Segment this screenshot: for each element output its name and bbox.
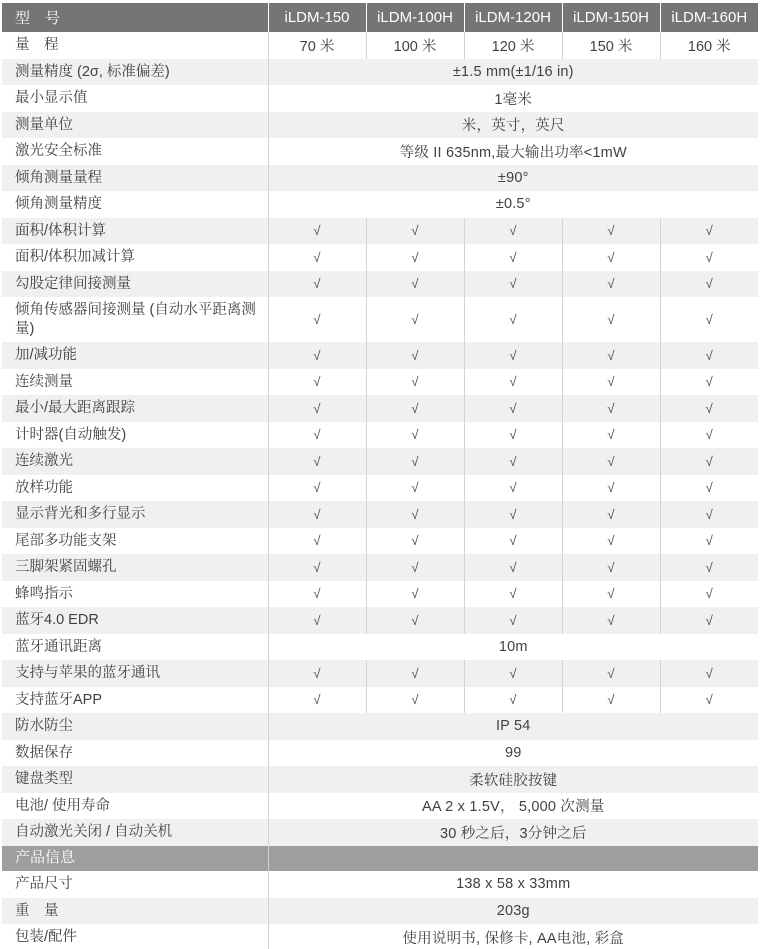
row-label: 倾角测量量程 [2,165,268,192]
spanned-value-cell: 柔软硅胶按键 [268,766,758,793]
spanned-value-cell: ±0.5° [268,191,758,218]
row-label: 蓝牙通讯距离 [15,638,102,655]
checkmark-icon: √ [562,528,660,555]
checkmark-icon: √ [366,501,464,528]
value-cell: 160 米 [660,32,758,59]
checkmark-icon: √ [268,244,366,271]
checkmark-icon: √ [268,475,366,502]
spec-table [2,3,758,949]
checkmark-icon: √ [562,607,660,634]
checkmark-icon: √ [562,218,660,245]
row-label: 产品信息 [2,846,268,872]
checkmark-icon: √ [268,395,366,422]
checkmark-icon: √ [366,395,464,422]
table-row [2,528,758,555]
table-row [2,871,758,898]
checkmark-icon: √ [366,218,464,245]
table-row [2,32,758,59]
row-label: 键盘类型 [2,766,268,793]
row-label: 数据保存 [15,744,73,761]
checkmark-icon: √ [464,660,562,687]
table-row [2,271,758,298]
checkmark-icon: √ [562,687,660,714]
checkmark-icon: √ [366,422,464,449]
checkmark-icon: √ [464,448,562,475]
checkmark-icon: √ [366,687,464,714]
checkmark-icon: √ [660,687,758,714]
model-column-header: iLDM-150 [268,3,366,32]
checkmark-icon: √ [660,554,758,581]
checkmark-icon: √ [562,395,660,422]
checkmark-icon: √ [464,218,562,245]
table-row [2,422,758,449]
checkmark-icon: √ [268,687,366,714]
checkmark-icon: √ [268,554,366,581]
checkmark-icon: √ [562,297,660,342]
row-label: 包装/配件 [15,929,78,946]
checkmark-icon: √ [660,528,758,555]
checkmark-icon: √ [464,554,562,581]
checkmark-icon: √ [268,607,366,634]
model-column-header: iLDM-150H [562,3,660,32]
table-row [2,554,758,581]
table-row [2,634,758,661]
checkmark-icon: √ [562,501,660,528]
row-label: 连续测量 [15,373,73,390]
checkmark-icon: √ [366,244,464,271]
row-label: 测量精度 (2σ, 标准偏差) [2,59,268,86]
row-label: 连续激光 [2,448,268,475]
checkmark-icon: √ [660,297,758,342]
spanned-value-cell: 使用说明书, 保修卡, AA电池, 彩盒 [268,924,758,949]
row-label: 蓝牙4.0 EDR [2,607,268,634]
table-row [2,297,758,342]
row-label: 产品尺寸 [15,876,73,893]
checkmark-icon: √ [562,475,660,502]
checkmark-icon: √ [660,581,758,608]
spanned-value-cell: ±1.5 mm(±1/16 in) [268,59,758,86]
checkmark-icon: √ [464,475,562,502]
checkmark-icon: √ [464,422,562,449]
value-cell: 120 米 [464,32,562,59]
table-row [2,924,758,949]
row-label: 面积/体积计算 [2,218,268,245]
section-header-row [2,846,758,872]
model-column-header: iLDM-100H [366,3,464,32]
table-row [2,660,758,687]
row-label: 计时器(自动触发) [15,426,127,443]
table-row [2,713,758,740]
spanned-value-cell: 99 [268,740,758,767]
spanned-value-cell: ±90° [268,165,758,192]
checkmark-icon: √ [366,342,464,369]
spanned-value-cell: 203g [268,898,758,925]
row-label: 加/减功能 [2,342,268,369]
checkmark-icon: √ [268,422,366,449]
checkmark-icon: √ [268,271,366,298]
row-label: 倾角测量精度 [15,196,102,213]
checkmark-icon: √ [268,218,366,245]
row-label: 蜂鸣指示 [15,585,73,602]
checkmark-icon: √ [562,422,660,449]
checkmark-icon: √ [562,342,660,369]
table-row [2,138,758,165]
checkmark-icon: √ [366,271,464,298]
table-row [2,687,758,714]
checkmark-icon: √ [464,528,562,555]
row-label: 量 程 [15,37,59,54]
row-label: 电池/ 使用寿命 [15,797,111,814]
table-row [2,501,758,528]
checkmark-icon: √ [464,395,562,422]
checkmark-icon: √ [464,687,562,714]
checkmark-icon: √ [366,528,464,555]
checkmark-icon: √ [366,660,464,687]
row-label: 测量单位 [2,112,268,139]
row-label: 最小显示值 [15,90,88,107]
model-column-header: iLDM-120H [464,3,562,32]
row-label: 自动激光关闭 / 自动关机 [2,819,268,846]
spanned-value-cell: 等级 II 635nm,最大输出功率<1mW [268,138,758,165]
checkmark-icon: √ [660,271,758,298]
row-label: 尾部多功能支架 [15,532,117,549]
table-row [2,369,758,396]
spanned-value-cell: 138 x 58 x 33mm [268,871,758,898]
row-label: 激光安全标准 [15,143,102,160]
checkmark-icon: √ [660,369,758,396]
value-cell: 70 米 [268,32,366,59]
checkmark-icon: √ [464,501,562,528]
row-label: 支持蓝牙APP [15,691,103,708]
checkmark-icon: √ [562,271,660,298]
checkmark-icon: √ [366,554,464,581]
checkmark-icon: √ [660,218,758,245]
spanned-value-cell: 30 秒之后，3分钟之后 [268,819,758,846]
table-row [2,218,758,245]
table-row [2,898,758,925]
checkmark-icon: √ [464,369,562,396]
spanned-value-cell: 米，英寸，英尺 [268,112,758,139]
row-label: 支持与苹果的蓝牙通讯 [2,660,268,687]
row-label: 放样功能 [15,479,73,496]
table-row [2,112,758,139]
checkmark-icon: √ [268,501,366,528]
checkmark-icon: √ [562,244,660,271]
checkmark-icon: √ [268,660,366,687]
checkmark-icon: √ [464,297,562,342]
checkmark-icon: √ [464,607,562,634]
checkmark-icon: √ [366,448,464,475]
table-row [2,819,758,846]
checkmark-icon: √ [562,581,660,608]
table-row [2,475,758,502]
table-row [2,59,758,86]
checkmark-icon: √ [366,475,464,502]
row-label: 重 量 [2,898,268,925]
checkmark-icon: √ [268,528,366,555]
row-label: 勾股定律间接测量 [2,271,268,298]
header-row [2,3,758,32]
checkmark-icon: √ [366,581,464,608]
table-row [2,581,758,608]
checkmark-icon: √ [268,448,366,475]
table-row [2,85,758,112]
table-row [2,766,758,793]
row-label: 倾角传感器间接测量 (自动水平距离测量) [15,302,256,337]
spanned-value-cell: IP 54 [268,713,758,740]
table-row [2,395,758,422]
checkmark-icon: √ [268,581,366,608]
row-label: 三脚架紧固螺孔 [2,554,268,581]
row-label: 防水防尘 [2,713,268,740]
checkmark-icon: √ [660,607,758,634]
table-row [2,191,758,218]
checkmark-icon: √ [464,271,562,298]
checkmark-icon: √ [268,342,366,369]
checkmark-icon: √ [660,475,758,502]
checkmark-icon: √ [660,448,758,475]
checkmark-icon: √ [464,342,562,369]
checkmark-icon: √ [660,501,758,528]
table-row [2,342,758,369]
spec-table-body [2,32,758,949]
value-cell: 150 米 [562,32,660,59]
checkmark-icon: √ [366,297,464,342]
checkmark-icon: √ [660,342,758,369]
checkmark-icon: √ [660,395,758,422]
checkmark-icon: √ [464,244,562,271]
checkmark-icon: √ [268,369,366,396]
table-row [2,607,758,634]
table-row [2,165,758,192]
checkmark-icon: √ [562,369,660,396]
checkmark-icon: √ [464,581,562,608]
section-header-filler [268,846,758,872]
table-row [2,448,758,475]
checkmark-icon: √ [660,660,758,687]
value-cell: 100 米 [366,32,464,59]
checkmark-icon: √ [366,607,464,634]
checkmark-icon: √ [562,448,660,475]
row-label: 显示背光和多行显示 [2,501,268,528]
checkmark-icon: √ [268,297,366,342]
row-label: 面积/体积加减计算 [15,249,136,266]
checkmark-icon: √ [366,369,464,396]
spanned-value-cell: 1毫米 [268,85,758,112]
checkmark-icon: √ [562,660,660,687]
checkmark-icon: √ [660,422,758,449]
table-row [2,793,758,820]
row-label: 最小/最大距离跟踪 [2,395,268,422]
model-column-header: iLDM-160H [660,3,758,32]
table-row [2,740,758,767]
table-row [2,244,758,271]
spanned-value-cell: 10m [268,634,758,661]
model-header-label: 型 号 [2,3,268,32]
checkmark-icon: √ [562,554,660,581]
checkmark-icon: √ [660,244,758,271]
spanned-value-cell: AA 2 x 1.5V， 5,000 次测量 [268,793,758,820]
